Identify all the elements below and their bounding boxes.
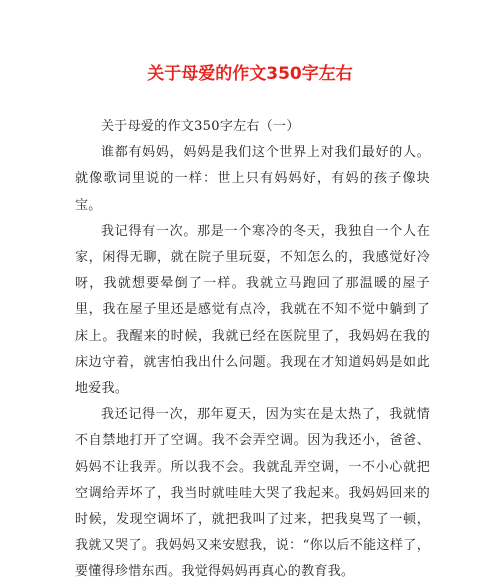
paragraph-winter-story: 我记得有一次。那是一个寒冷的冬天，我独自一个人在家，闲得无聊，就在院子里玩耍，不知怎么的，我感觉好冷呀，我就想要晕倒了一样。我就立马跑回了那温暖的屋子里，我在屋子里还是感觉有点冷，我就在不知不觉中躺到了床上。我醒来的时候，我就已经在医院里了，我妈妈在我的床边守着，就害怕我出什么问题。我现在才知道妈妈是如此地爱我。 xyxy=(75,223,430,397)
article-body xyxy=(75,114,430,586)
paragraph-summer-story: 我还记得一次，那年夏天，因为实在是太热了，我就情不自禁地打开了空调。我不会弄空调。因为我还小，爸爸、妈妈不让我弄。所以我不会。我就乱弄空调，一不小心就把空调给弄坏了，我当时就哇哇大哭了我起来。我妈妈回来的时候，发现空调坏了，就把我叫了过来，把我臭骂了一顿，我就又哭了。我妈妈又来安慰我，说：“你以后不能这样了，要懂得珍惜东西。我觉得妈妈再真心的教育我。 xyxy=(75,407,430,580)
article-title: 关于母爱的作文350字左右 xyxy=(147,64,353,84)
paragraph-intro: 谁都有妈妈，妈妈是我们这个世界上对我们最好的人。就像歌词里说的一样：世上只有妈妈好，有妈的孩子像块宝。 xyxy=(75,145,430,213)
section-subheading: 关于母爱的作文350字左右（一） xyxy=(101,119,300,134)
